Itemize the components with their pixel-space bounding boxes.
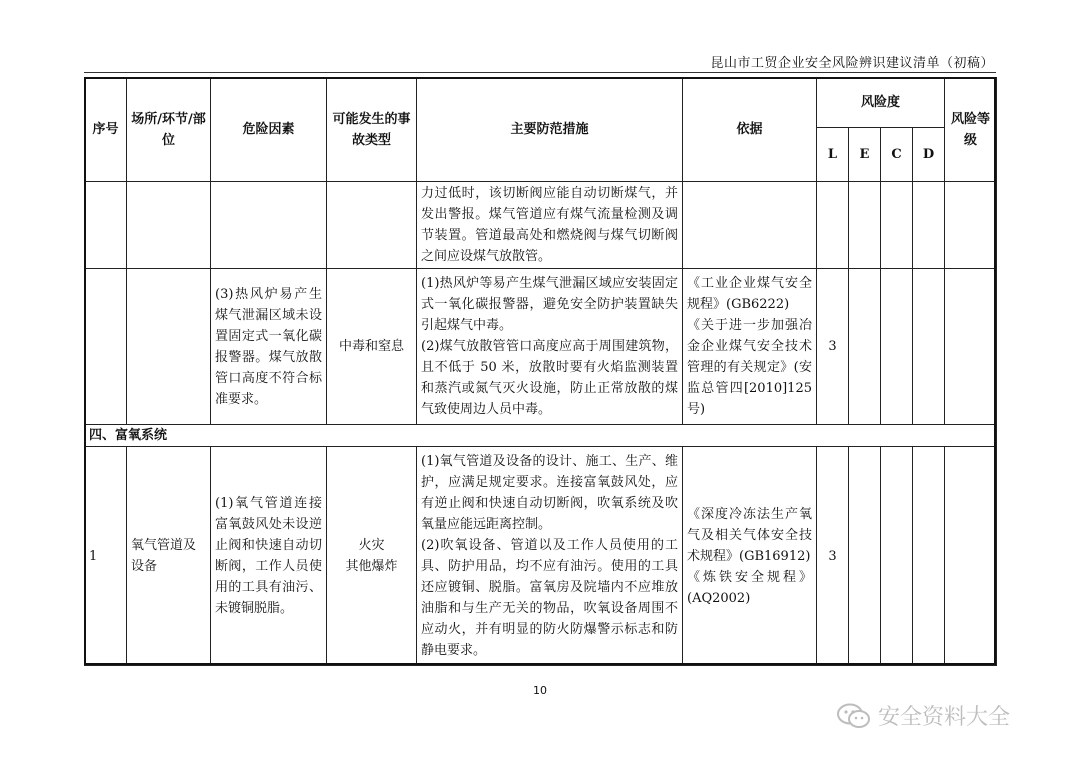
col-header-D: D [913, 128, 945, 182]
table-row [85, 269, 997, 425]
col-header-E: E [849, 128, 881, 182]
col-header-risk: 风险度 [817, 78, 945, 128]
risk-table [84, 77, 997, 666]
col-header-place: 场所/环节/部位 [127, 78, 211, 182]
title-rule [84, 72, 996, 73]
col-header-accident: 可能发生的事故类型 [327, 78, 417, 182]
cell-E [849, 182, 881, 269]
cell-place [127, 269, 211, 425]
cell-accident: 中毒和窒息 [327, 269, 417, 425]
watermark-text: 安全资料大全 [878, 705, 1011, 730]
cell-level [945, 447, 997, 666]
cell-place [127, 182, 211, 269]
cell-no [85, 269, 127, 425]
cell-C [881, 447, 913, 666]
cell-hazard: (1)氧气管道连接富氧鼓风处未设逆止阀和快速自动切断阀，工作人员使用的工具有油污、未镀铜脱脂。 [211, 447, 327, 666]
cell-D [913, 447, 945, 666]
cell-C [881, 269, 913, 425]
cell-C [881, 182, 913, 269]
cell-level [945, 269, 997, 425]
col-header-L: L [817, 128, 849, 182]
cell-L: 3 [817, 447, 849, 666]
cell-basis: 《工业企业煤气安全规程》(GB6222) 《关于进一步加强冶金企业煤气安全技术管理的有关规定》(安监总管四[2010]125 号) [683, 269, 817, 425]
cell-L: 3 [817, 269, 849, 425]
cell-no [85, 182, 127, 269]
page-number: 10 [533, 684, 547, 697]
col-header-measures: 主要防范措施 [417, 78, 683, 182]
watermark [836, 700, 1010, 731]
section-row [85, 425, 997, 447]
cell-accident: 火灾 其他爆炸 [327, 447, 417, 666]
cell-E [849, 269, 881, 425]
table-row [85, 447, 997, 666]
cell-D [913, 269, 945, 425]
cell-measures: (1)热风炉等易产生煤气泄漏区域应安装固定式一氧化碳报警器，避免安全防护装置缺失引起煤气中毒。 (2)煤气放散管管口高度应高于周围建筑物，且不低于 50 米，放散时要有火焰监测装置和蒸汽或氮气灭火设施，防止正常放散的煤气致使周边人员中毒。 [417, 269, 683, 425]
cell-basis [683, 182, 817, 269]
cell-hazard [211, 182, 327, 269]
cell-hazard: (3)热风炉易产生煤气泄漏区域未设置固定式一氧化碳报警器。煤气放散管口高度不符合标准要求。 [211, 269, 327, 425]
cell-place: 氧气管道及设备 [127, 447, 211, 666]
cell-no: 1 [85, 447, 127, 666]
table-row [85, 182, 997, 269]
col-header-C: C [881, 128, 913, 182]
section-title: 四、富氧系统 [85, 425, 997, 447]
cell-D [913, 182, 945, 269]
cell-measures: 力过低时，该切断阀应能自动切断煤气，并发出警报。煤气管道应有煤气流量检测及调节装置。管道最高处和燃烧阀与煤气切断阀之间应设煤气放散管。 [417, 182, 683, 269]
cell-accident [327, 182, 417, 269]
col-header-hazard: 危险因素 [211, 78, 327, 182]
col-header-basis: 依据 [683, 78, 817, 182]
page-title: 昆山市工贸企业安全风险辨识建议清单（初稿） [710, 56, 994, 71]
wechat-icon [836, 702, 872, 730]
cell-L [817, 182, 849, 269]
cell-E [849, 447, 881, 666]
cell-measures: (1)氧气管道及设备的设计、施工、生产、维护，应满足规定要求。连接富氧鼓风处，应有逆止阀和快速自动切断阀，吹氧系统及吹氧量应能远距离控制。 (2)吹氧设备、管道以及工作人员使用的工具、防护用品，均不应有油污。使用的工具还应镀铜、脱脂。富氧房及院墙内不应堆放油脂和与生产无关的物品，吹氧设备周围不应动火，并有明显的防火防爆警示标志和防静电要求。 [417, 447, 683, 666]
col-header-level: 风险等级 [945, 78, 997, 182]
cell-basis: 《深度冷冻法生产氧气及相关气体安全技术规程》(GB16912) 《炼铁安全规程》(AQ2002) [683, 447, 817, 666]
col-header-no: 序号 [85, 78, 127, 182]
cell-level [945, 182, 997, 269]
